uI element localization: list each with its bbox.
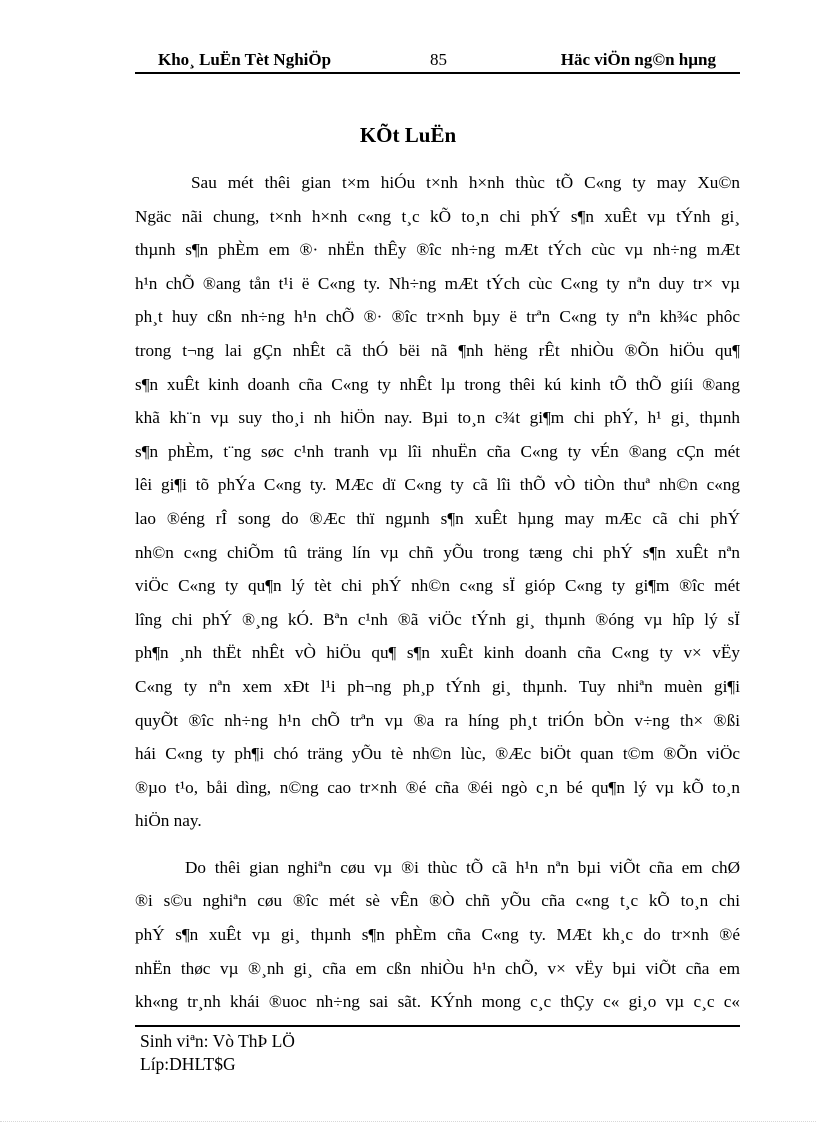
section-title: KÕt LuËn <box>359 123 457 147</box>
footer-divider <box>135 1025 740 1027</box>
paragraph-2 <box>135 851 740 1019</box>
text-line: thµnh s¶n phÈm em ®· nhËn thÊy ®îc nh÷ng mÆt tÝch cùc vµ nh÷ng mÆt <box>135 240 740 260</box>
text-line: lîng chi phÝ ®¸ng kÓ. Bªn c¹nh ®ã viÖc tÝnh gi¸ thµnh ®óng vµ hîp lý sÏ <box>135 609 740 629</box>
text-line: viÖc C«ng ty qu¶n lý tèt chi phÝ nh©n c«ng sÏ gióp C«ng ty gi¶m ®îc mét <box>135 576 740 596</box>
text-line: Do thêi gian nghiªn cøu vµ ®i thùc tÕ cã h¹n nªn bµi viÕt cña em chØ <box>185 857 740 877</box>
page-footer <box>140 1030 295 1076</box>
text-line: s¶n phÈm, t¨ng søc c¹nh tranh vµ lîi nhuËn cña C«ng ty vÉn ®ang cÇn mét <box>135 441 740 461</box>
text-line: C«ng ty nªn xem xÐt l¹i ph¬ng ph¸p tÝnh gi¸ thµnh. Tuy nhiªn muèn gi¶i <box>135 676 740 696</box>
text-line: trong t¬ng lai gÇn nhÊt cã thÓ bëi nã ¶nh hëng rÊt nhiÒu ®Õn hiÖu qu¶ <box>135 340 740 360</box>
text-line: h¹n chÕ ®ang tån t¹i ë C«ng ty. Nh÷ng mÆt tÝch cùc C«ng ty nªn duy tr× vµ <box>135 273 740 293</box>
page-header <box>135 46 740 74</box>
page-number: 85 <box>430 50 447 69</box>
text-line: lao ®éng rÎ song do ®Æc thï ngµnh s¶n xuÊt hµng may mÆc cã chi phÝ <box>135 508 740 528</box>
footer-class: Líp:DHLT$G <box>140 1054 236 1074</box>
text-line: kh«ng tr¸nh khái ®uoc nh÷ng sai sãt. KÝnh mong c¸c thÇy c« gi¸o vµ c¸c c« <box>135 992 740 1012</box>
text-line: phÝ s¶n xuÊt vµ gi¸ thµnh s¶n phÈm cña C«ng ty. MÆt kh¸c do tr×nh ®é <box>135 925 740 945</box>
text-line: ®µo t¹o, båi dìng, n©ng cao tr×nh ®é cña ®éi ngò c¸n bé qu¶n lý vµ kÕ to¸n <box>135 777 740 797</box>
page-bottom-edge <box>0 1121 816 1122</box>
text-line: ph¶n ¸nh thËt nhÊt vÒ hiÖu qu¶ s¶n xuÊt kinh doanh cña C«ng ty v× vËy <box>135 643 740 663</box>
text-line: lêi gi¶i tõ phÝa C«ng ty. MÆc dï C«ng ty cã lîi thÕ vÒ tiÒn thuª nh©n c«ng <box>135 475 740 495</box>
text-line: khã kh¨n vµ suy tho¸i nh hiÖn nay. Bµi to¸n c¾t gi¶m chi phÝ, h¹ gi¸ thµnh <box>135 408 740 428</box>
text-line: ®i s©u nghiªn cøu ®îc mét sè vÊn ®Ò chñ yÕu cña c«ng t¸c kÕ to¸n chi <box>135 891 740 911</box>
footer-student-name: Sinh viªn: Vò ThÞ LÖ <box>140 1031 295 1051</box>
text-line: hiÖn nay. <box>135 811 202 831</box>
text-line: quyÕt ®îc nh÷ng h¹n chÕ trªn vµ ®a ra híng ph¸t triÓn bÒn v÷ng th× ®ßi <box>135 710 740 730</box>
header-thesis-label: Kho¸ LuËn Tèt NghiÖp <box>158 50 332 69</box>
text-line: Sau mét thêi gian t×m hiÓu t×nh h×nh thùc tÕ C«ng ty may Xu©n <box>191 173 740 192</box>
paragraph-1 <box>135 166 740 838</box>
text-line: Ngäc nãi chung, t×nh h×nh c«ng t¸c kÕ to¸n chi phÝ s¶n xuÊt vµ tÝnh gi¸ <box>135 206 740 226</box>
text-line: hái C«ng ty ph¶i chó träng yÕu tè nh©n lùc, ®Æc biÖt quan t©m ®Õn viÖc <box>135 744 740 764</box>
header-institution: Häc viÖn ng©n hµng <box>560 50 716 69</box>
document-body <box>135 166 740 1019</box>
text-line: s¶n xuÊt kinh doanh cña C«ng ty nhÊt lµ trong thêi kú kinh tÕ thÕ giíi ®ang <box>135 374 740 394</box>
text-line: ph¸t huy cßn nh÷ng h¹n chÕ ®· ®îc tr×nh bµy ë trªn C«ng ty nªn kh¾c phôc <box>135 307 740 327</box>
text-line: nh©n c«ng chiÕm tû träng lín vµ chñ yÕu trong tæng chi phÝ s¶n xuÊt nªn <box>135 542 740 562</box>
text-line: nhËn thøc vµ ®¸nh gi¸ cña em cßn nhiÒu h¹n chÕ, v× vËy bµi viÕt cña em <box>135 958 740 978</box>
